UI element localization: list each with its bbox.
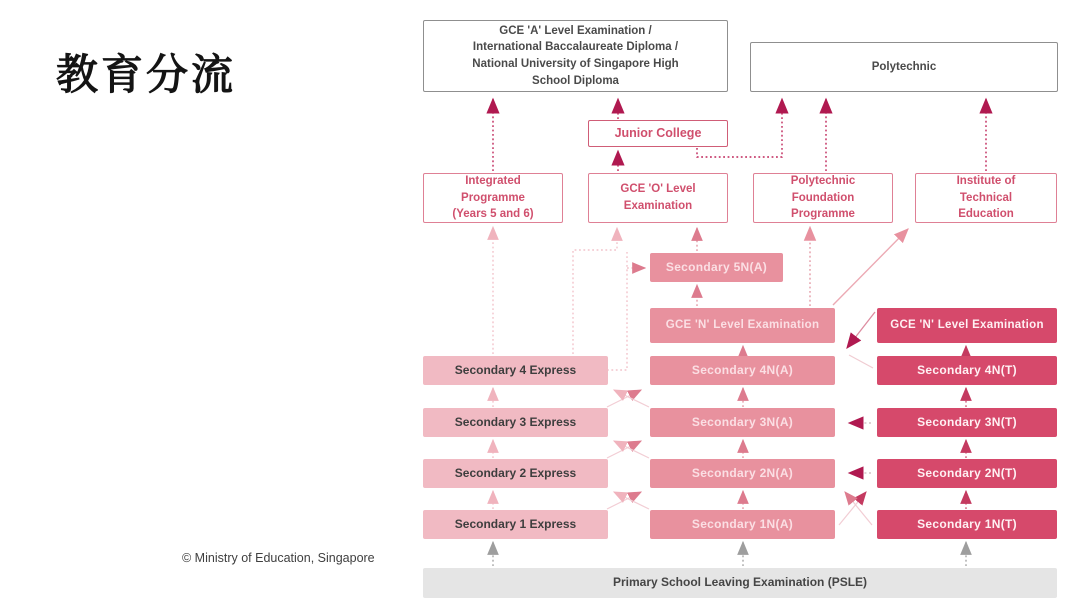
node-polytechnic-foundation-label: Polytechnic Foundation Programme xyxy=(790,175,856,221)
page-title: 教育分流 xyxy=(56,51,237,98)
node-secondary-2nt-label: Secondary 2N(T) xyxy=(917,465,1017,480)
node-polytechnic-foundation xyxy=(753,173,893,223)
node-secondary-2nt xyxy=(877,459,1057,488)
arrow-group-psle xyxy=(493,542,966,566)
arrow-group-x-na-nt xyxy=(839,492,872,525)
node-secondary-2na xyxy=(650,459,835,488)
node-secondary-3-express-label: Secondary 3 Express xyxy=(454,414,577,429)
node-gce-n-level-nt xyxy=(877,308,1057,343)
node-secondary-3na xyxy=(650,408,835,437)
node-secondary-5na-label: Secondary 5N(A) xyxy=(665,259,768,274)
copyright-text: © Ministry of Education, Singapore xyxy=(182,551,375,565)
node-o-level-label: GCE 'O' Level Examination xyxy=(620,183,696,212)
node-secondary-2-express-label: Secondary 2 Express xyxy=(454,465,577,480)
node-secondary-5na xyxy=(650,253,783,282)
node-gce-n-level-na-label: GCE 'N' Level Examination xyxy=(665,319,820,332)
node-secondary-4-express xyxy=(423,356,608,385)
node-a-level xyxy=(423,20,728,92)
node-integrated-programme xyxy=(423,173,563,223)
node-secondary-4nt xyxy=(877,356,1057,385)
node-polytechnic xyxy=(750,42,1058,92)
node-secondary-1nt xyxy=(877,510,1057,539)
node-a-level-label: GCE 'A' Level Examination / International Baccalaureate Diploma / National University of Singapore High School Diploma xyxy=(472,24,679,87)
arrow-group-top xyxy=(493,99,986,171)
node-secondary-1na xyxy=(650,510,835,539)
arrow-group-diagonals xyxy=(833,229,908,368)
node-psle xyxy=(423,568,1057,598)
node-secondary-3nt xyxy=(877,408,1057,437)
node-gce-n-level-na xyxy=(650,308,835,343)
node-secondary-4na-label: Secondary 4N(A) xyxy=(691,362,794,377)
node-psle-label: Primary School Leaving Examination (PSLE) xyxy=(612,575,868,590)
node-secondary-1-express-label: Secondary 1 Express xyxy=(454,516,577,531)
node-secondary-3-express xyxy=(423,408,608,437)
node-ite-label: Institute of Technical Education xyxy=(956,175,1016,221)
node-secondary-4nt-label: Secondary 4N(T) xyxy=(917,362,1017,377)
node-secondary-4-express-label: Secondary 4 Express xyxy=(454,362,577,377)
node-secondary-2-express xyxy=(423,459,608,488)
arrow-group-lateral xyxy=(849,423,871,473)
node-integrated-programme-label: Integrated Programme (Years 5 and 6) xyxy=(452,175,534,221)
node-ite xyxy=(915,173,1057,223)
node-secondary-3nt-label: Secondary 3N(T) xyxy=(917,414,1017,429)
node-secondary-1na-label: Secondary 1N(A) xyxy=(691,516,794,531)
node-junior-college-label: Junior College xyxy=(614,126,702,141)
node-secondary-2na-label: Secondary 2N(A) xyxy=(691,465,794,480)
node-secondary-1nt-label: Secondary 1N(T) xyxy=(917,516,1017,531)
node-secondary-1-express xyxy=(423,510,608,539)
node-polytechnic-label: Polytechnic xyxy=(871,60,937,73)
node-gce-n-level-nt-label: GCE 'N' Level Examination xyxy=(890,319,1044,332)
node-secondary-3na-label: Secondary 3N(A) xyxy=(691,414,794,429)
node-junior-college xyxy=(588,120,728,147)
arrow-group-x-express-na xyxy=(607,390,649,509)
node-secondary-4na xyxy=(650,356,835,385)
node-o-level xyxy=(588,173,728,223)
